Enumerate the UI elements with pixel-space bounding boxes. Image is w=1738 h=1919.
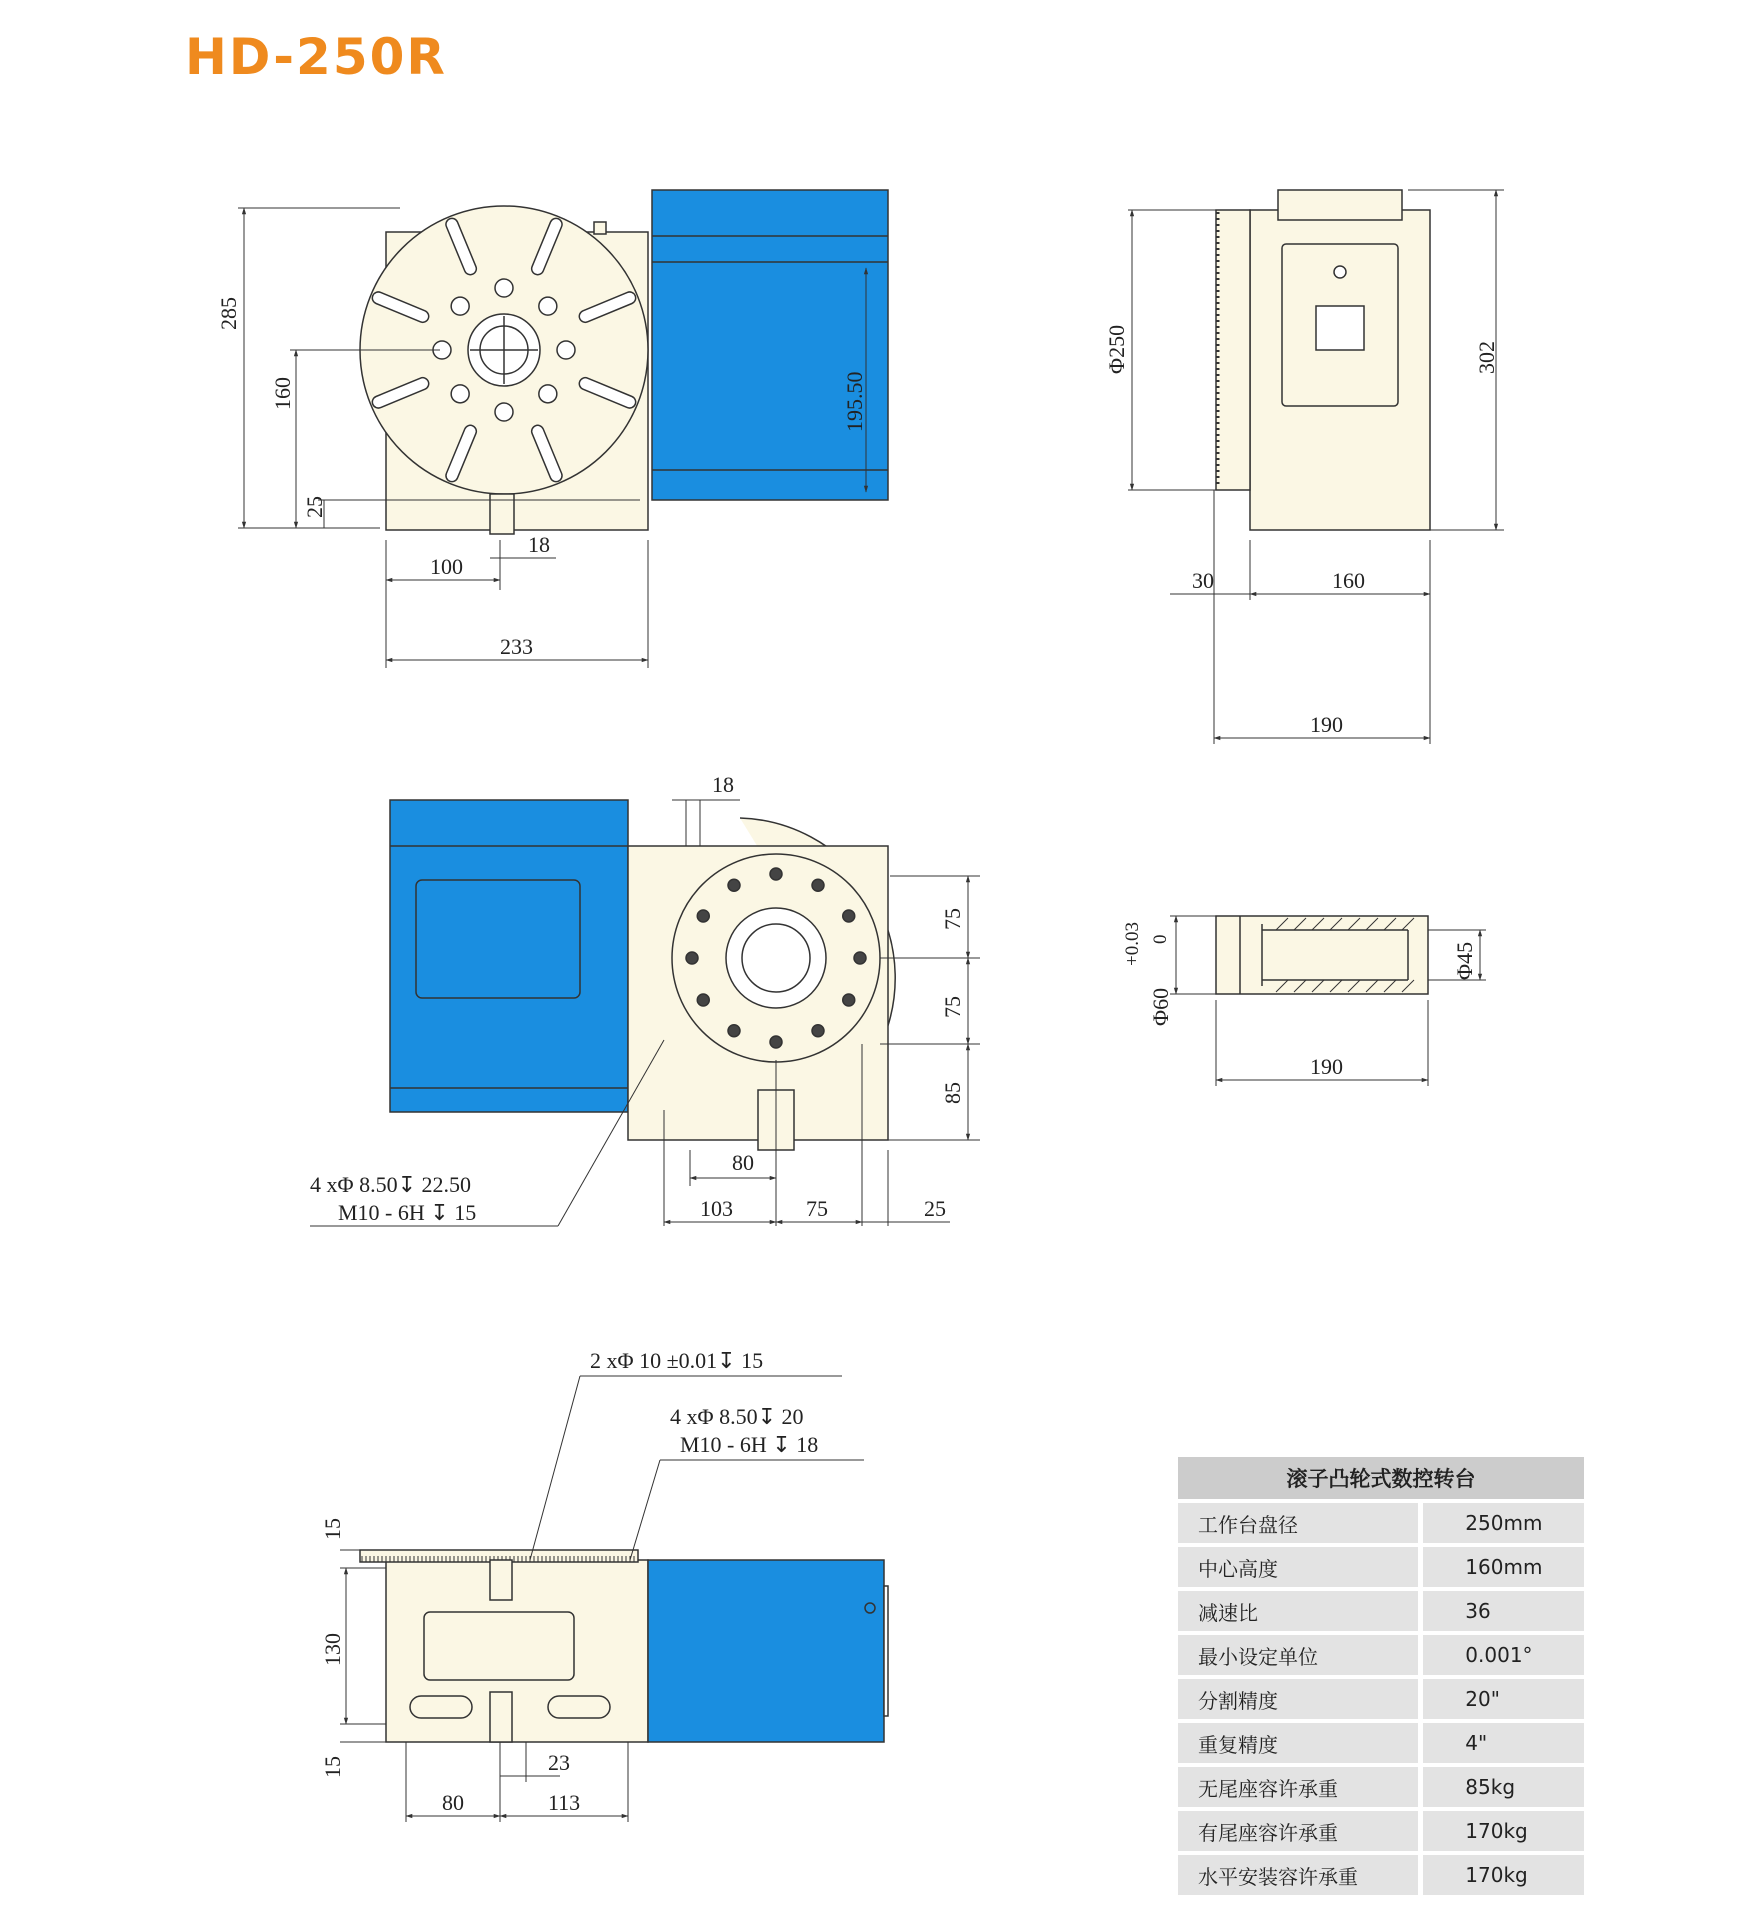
spec-value: 36: [1418, 1591, 1584, 1631]
spec-value: 0.001°: [1418, 1635, 1584, 1675]
spec-row: [1178, 1591, 1584, 1631]
spec-value: 170kg: [1418, 1811, 1584, 1851]
spec-row: [1178, 1855, 1584, 1895]
spec-value: 170kg: [1418, 1855, 1584, 1895]
dim-total-height: 285: [216, 297, 241, 330]
spec-label: 水平安装容许承重: [1178, 1855, 1418, 1895]
dim-bore-tol-lower: 0: [1150, 934, 1171, 944]
dim-bottom-v130: 130: [320, 1633, 345, 1666]
spec-row: [1178, 1547, 1584, 1587]
bolt-hole: [539, 385, 557, 403]
side-view: [1128, 190, 1504, 744]
dim-side-total-width: 190: [1310, 712, 1343, 737]
dim-v75b: 75: [940, 996, 965, 1018]
dim-bore-inner: Φ45: [1452, 941, 1477, 980]
spec-value: 85kg: [1418, 1767, 1584, 1807]
dim-bottom-v15a: 15: [320, 1518, 345, 1540]
dim-center-to-edge: 100: [430, 554, 463, 579]
bolt-hole: [728, 1025, 740, 1037]
bolt-hole: [728, 879, 740, 891]
dim-table-dia: Φ250: [1104, 324, 1129, 374]
bottom-pin-note: 2 xΦ 10 ±0.01↧ 15: [590, 1348, 764, 1373]
dim-bottom-h113: 113: [548, 1790, 581, 1815]
spec-row: [1178, 1811, 1584, 1851]
bottom-hole-note-1: 4 xΦ 8.50↧ 20: [670, 1404, 804, 1429]
bolt-hole: [697, 994, 709, 1006]
dim-h80: 80: [732, 1150, 754, 1175]
spec-row: [1178, 1679, 1584, 1719]
spec-value: 250mm: [1418, 1503, 1584, 1543]
dim-base-offset: 25: [302, 496, 327, 518]
bolt-hole: [539, 297, 557, 315]
spec-label: 中心高度: [1178, 1547, 1418, 1587]
spec-value: 160mm: [1418, 1547, 1584, 1587]
front-view: [238, 190, 888, 668]
dim-center-height: 160: [270, 377, 295, 410]
bolt-hole: [451, 385, 469, 403]
spec-label: 工作台盘径: [1178, 1503, 1418, 1543]
spec-row: [1178, 1503, 1584, 1543]
dim-bore-tol-upper: +0.03: [1122, 922, 1143, 966]
dim-key-width: 18: [528, 532, 550, 557]
dim-h103: 103: [700, 1196, 733, 1221]
spec-row: [1178, 1723, 1584, 1763]
dim-total-width: 233: [500, 634, 533, 659]
spec-row: [1178, 1767, 1584, 1807]
spec-table-header-row: [1178, 1457, 1584, 1499]
bottom-motor: [648, 1560, 884, 1742]
dim-bottom-v15b: 15: [320, 1756, 345, 1778]
spec-label: 分割精度: [1178, 1679, 1418, 1719]
bolt-hole: [770, 868, 782, 880]
spec-table-body: [1178, 1503, 1584, 1895]
bolt-hole: [686, 952, 698, 964]
bolt-hole: [812, 879, 824, 891]
dim-h75: 75: [806, 1196, 828, 1221]
bolt-hole: [812, 1025, 824, 1037]
top-hole-note-2: M10 - 6H ↧ 15: [338, 1200, 477, 1225]
spec-row: [1178, 1635, 1584, 1675]
bolt-hole: [770, 1036, 782, 1048]
dim-bottom-h80: 80: [442, 1790, 464, 1815]
bolt-hole: [843, 994, 855, 1006]
dim-top-key: 18: [712, 772, 734, 797]
dim-v75a: 75: [940, 908, 965, 930]
dim-h25: 25: [924, 1196, 946, 1221]
dim-body-width: 160: [1332, 568, 1365, 593]
spec-label: 有尾座容许承重: [1178, 1811, 1418, 1851]
spec-value: 4": [1418, 1723, 1584, 1763]
bolt-hole: [495, 279, 513, 297]
dim-bore-length: 190: [1310, 1054, 1343, 1079]
spec-label: 减速比: [1178, 1591, 1418, 1631]
spec-label: 最小设定单位: [1178, 1635, 1418, 1675]
bolt-hole: [451, 297, 469, 315]
bolt-hole: [495, 403, 513, 421]
spec-label: 无尾座容许承重: [1178, 1767, 1418, 1807]
dim-v85: 85: [940, 1082, 965, 1104]
dim-bottom-h23: 23: [548, 1750, 570, 1775]
bolt-hole: [697, 910, 709, 922]
bolt-hole: [557, 341, 575, 359]
spec-table: [1178, 1453, 1584, 1899]
top-hole-note-1: 4 xΦ 8.50↧ 22.50: [310, 1172, 472, 1197]
dim-side-height: 302: [1474, 341, 1499, 374]
spec-value: 20": [1418, 1679, 1584, 1719]
spec-table-header: 滚子凸轮式数控转台: [1178, 1457, 1584, 1499]
bottom-hole-note-2: M10 - 6H ↧ 18: [680, 1432, 819, 1457]
dim-motor-height: 195.50: [842, 371, 867, 432]
page-title: HD-250R: [185, 28, 447, 86]
bolt-hole: [843, 910, 855, 922]
top-view: [310, 800, 980, 1226]
dim-bore-outer: Φ60: [1148, 987, 1173, 1026]
bolt-hole: [854, 952, 866, 964]
spec-label: 重复精度: [1178, 1723, 1418, 1763]
dim-flange: 30: [1192, 568, 1214, 593]
